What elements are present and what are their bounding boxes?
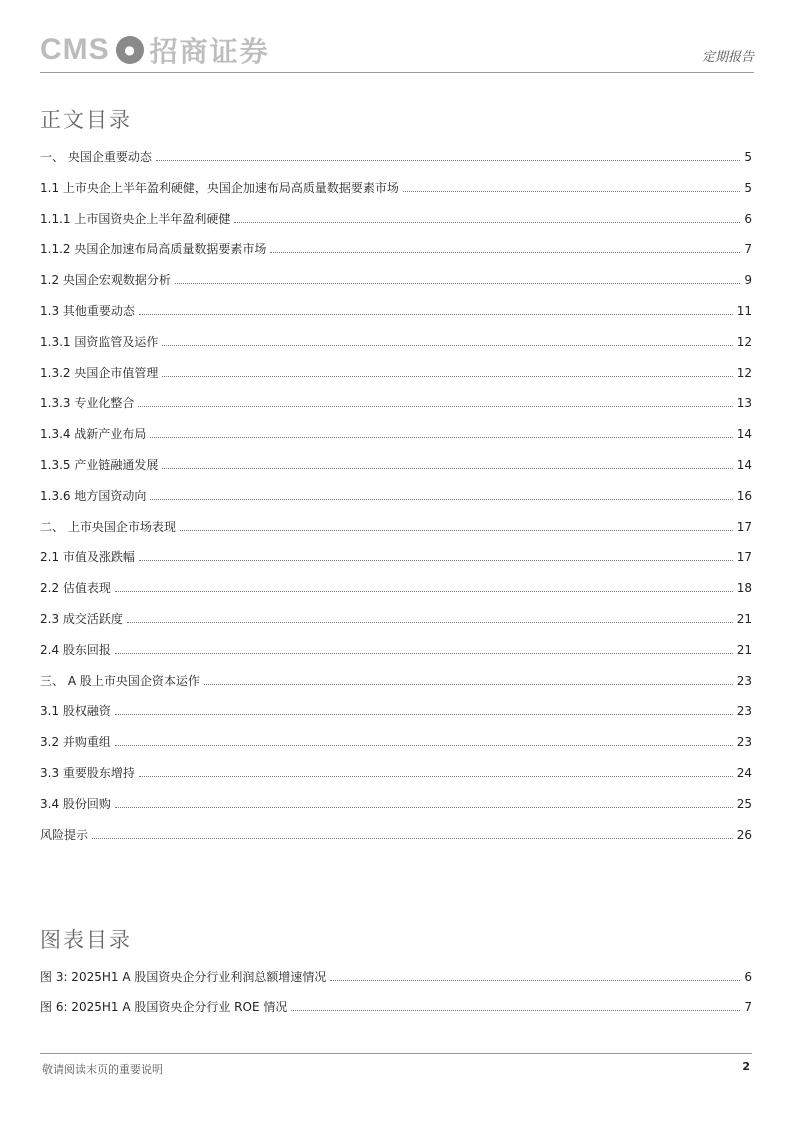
- entry-page-number: 7: [744, 242, 752, 257]
- toc-entry[interactable]: [40, 608, 752, 626]
- leader-dots: [139, 314, 733, 315]
- toc-entry[interactable]: [40, 824, 752, 842]
- leader-dots: [234, 222, 740, 223]
- toc-entry[interactable]: [40, 546, 752, 564]
- entry-page-number: 23: [736, 673, 752, 688]
- logo-emblem-icon: ●: [116, 36, 144, 64]
- entry-label: 1.3.6 地方国资动向: [40, 488, 147, 503]
- entry-label: 1.3.5 产业链融通发展: [40, 458, 159, 472]
- leader-dots: [270, 252, 740, 253]
- entry-label: 1.1.1 上市国资央企上半年盈利硬健: [40, 211, 231, 226]
- leader-dots: [138, 406, 732, 407]
- entry-page-number: 9: [744, 273, 752, 288]
- leader-dots: [127, 622, 733, 623]
- toc-entry[interactable]: [40, 762, 752, 780]
- entry-page-number: 13: [736, 396, 752, 411]
- entry-page-number: 23: [736, 704, 752, 719]
- entry-label: 3.2 并购重组: [40, 735, 111, 750]
- toc-entry[interactable]: [40, 731, 752, 749]
- entry-page-number: 6: [744, 970, 752, 984]
- entry-label: 1.3.4 战新产业布局: [40, 427, 147, 442]
- toc-entry[interactable]: [40, 269, 752, 287]
- entry-page-number: 16: [736, 488, 752, 503]
- leader-dots: [330, 980, 740, 981]
- entry-page-number: 12: [736, 365, 752, 380]
- entry-page-number: 21: [736, 612, 752, 626]
- entry-label: 3.4 股份回购: [40, 796, 111, 811]
- toc-entry[interactable]: [40, 238, 752, 256]
- entry-label: 三、 A 股上市央国企资本运作: [40, 673, 200, 688]
- entry-label: 风险提示: [40, 827, 89, 842]
- leader-dots: [139, 776, 733, 777]
- page-footer: [40, 1053, 752, 1078]
- toc-entry[interactable]: [40, 208, 752, 226]
- entry-label: 3.1 股权融资: [40, 704, 111, 719]
- leader-dots: [180, 530, 733, 531]
- entry-page-number: 25: [736, 796, 752, 811]
- entry-label: 2.2 估值表现: [40, 581, 111, 596]
- leader-dots: [403, 191, 740, 192]
- leader-dots: [115, 653, 733, 654]
- leader-dots: [115, 807, 733, 808]
- leader-dots: [92, 838, 733, 839]
- entry-label: 1.3.3 专业化整合: [40, 396, 135, 411]
- leader-dots: [156, 160, 741, 161]
- leader-dots: [162, 376, 732, 377]
- leader-dots: [162, 345, 732, 346]
- toc-entry[interactable]: [40, 670, 752, 688]
- toc-entry[interactable]: [40, 516, 752, 534]
- toc-entry[interactable]: [40, 300, 752, 318]
- entry-label: 1.3 其他重要动态: [40, 304, 135, 318]
- entry-page-number: 26: [736, 827, 752, 842]
- entry-page-number: 17: [736, 550, 752, 565]
- entry-label: 2.3 成交活跃度: [40, 612, 123, 626]
- entry-page-number: 17: [736, 519, 752, 534]
- page-header: [40, 28, 754, 73]
- entry-page-number: 24: [736, 766, 752, 780]
- company-logo: [40, 30, 270, 70]
- entry-page-number: 14: [736, 458, 752, 472]
- entry-label: 1.1.2 央国企加速布局高质量数据要素市场: [40, 242, 267, 257]
- toc-entry[interactable]: [40, 700, 752, 718]
- leader-dots: [175, 283, 740, 284]
- figure-entry[interactable]: [40, 996, 752, 1014]
- toc-entry[interactable]: [40, 362, 752, 380]
- entry-page-number: 5: [744, 150, 752, 164]
- entry-page-number: 11: [736, 304, 752, 318]
- toc-entry[interactable]: [40, 485, 752, 503]
- entry-page-number: 7: [744, 1000, 752, 1014]
- figures-title: 图表目录: [40, 928, 132, 952]
- entry-label: 2.4 股东回报: [40, 642, 111, 657]
- entry-label: 图 3: 2025H1 A 股国资央企分行业利润总额增速情况: [40, 970, 327, 984]
- entry-label: 二、 上市央国企市场表现: [40, 519, 176, 534]
- logo-latin-text: CMS: [40, 33, 110, 66]
- figure-entry[interactable]: [40, 966, 752, 984]
- entry-page-number: 5: [744, 180, 752, 195]
- toc-entry[interactable]: [40, 331, 752, 349]
- leader-dots: [115, 745, 733, 746]
- leader-dots: [204, 684, 733, 685]
- toc-title: 正文目录: [40, 108, 132, 132]
- toc-entry[interactable]: [40, 146, 752, 164]
- toc-entry[interactable]: [40, 392, 752, 410]
- footer-disclaimer: 敬请阅读末页的重要说明: [42, 1063, 163, 1076]
- report-type-label: 定期报告: [701, 50, 754, 65]
- toc-entry[interactable]: [40, 454, 752, 472]
- footer-page-number: 2: [742, 1060, 750, 1073]
- entry-label: 1.1 上市央企上半年盈利硬健，央国企加速布局高质量数据要素市场: [40, 180, 399, 195]
- leader-dots: [139, 560, 733, 561]
- logo-chinese-text: 招商证券: [149, 35, 270, 68]
- entry-label: 图 6: 2025H1 A 股国资央企分行业 ROE 情况: [40, 1000, 288, 1014]
- entry-label: 1.2 央国企宏观数据分析: [40, 273, 171, 288]
- entry-page-number: 14: [736, 427, 752, 442]
- entry-page-number: 12: [736, 334, 752, 349]
- entry-label: 一、 央国企重要动态: [40, 150, 152, 164]
- entry-page-number: 21: [736, 642, 752, 657]
- leader-dots: [150, 437, 732, 438]
- toc-entry[interactable]: [40, 793, 752, 811]
- entry-label: 1.3.1 国资监管及运作: [40, 334, 159, 349]
- toc-entry[interactable]: [40, 177, 752, 195]
- toc-entry[interactable]: [40, 577, 752, 595]
- leader-dots: [115, 591, 733, 592]
- leader-dots: [150, 499, 732, 500]
- entry-page-number: 18: [736, 581, 752, 596]
- leader-dots: [291, 1010, 740, 1011]
- toc-entry[interactable]: [40, 639, 752, 657]
- entry-label: 2.1 市值及涨跌幅: [40, 550, 135, 565]
- entry-page-number: 6: [744, 211, 752, 226]
- entry-page-number: 23: [736, 735, 752, 750]
- entry-label: 3.3 重要股东增持: [40, 766, 135, 780]
- leader-dots: [162, 468, 732, 469]
- entry-label: 1.3.2 央国企市值管理: [40, 365, 159, 380]
- toc-entry[interactable]: [40, 423, 752, 441]
- leader-dots: [115, 714, 733, 715]
